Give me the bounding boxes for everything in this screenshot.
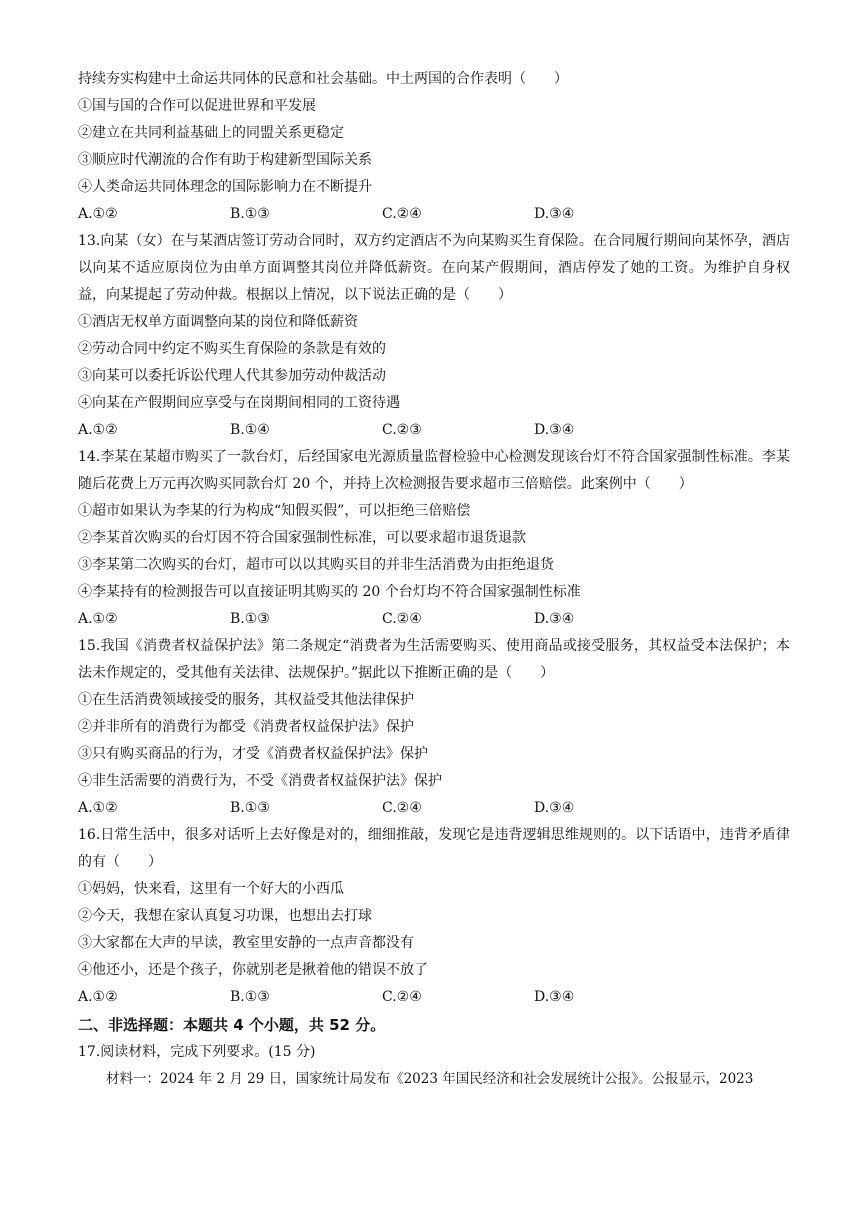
question-16-option-3: ③大家都在大声的早读，教室里安静的一点声音都没有 — [78, 935, 414, 951]
answer-c: C.②④ — [382, 611, 422, 627]
question-13-option-2: ②劳动合同中约定不购买生育保险的条款是有效的 — [78, 341, 386, 357]
answer-d: D.③④ — [534, 989, 575, 1005]
answer-b: B.①③ — [230, 800, 270, 816]
answer-d: D.③④ — [534, 800, 575, 816]
answer-a: A.①② — [78, 422, 118, 438]
question-14-option-1: ①超市如果认为李某的行为构成“知假买假”，可以拒绝三倍赔偿 — [78, 503, 471, 519]
question-15-answers — [78, 795, 790, 822]
question-12-answers — [78, 201, 790, 228]
question-14-answers — [78, 606, 790, 633]
question-12-option-1: ①国与国的合作可以促进世界和平发展 — [78, 98, 316, 114]
section-2 — [78, 1011, 790, 1093]
page-content — [78, 66, 790, 1093]
question-12-option-3: ③顺应时代潮流的合作有助于构建新型国际关系 — [78, 152, 372, 168]
question-13-option-4: ④向某在产假期间应享受与在岗期间相同的工资待遇 — [78, 395, 400, 411]
question-14-option-3: ③李某第二次购买的台灯，超市可以以其购买目的并非生活消费为由拒绝退货 — [78, 557, 554, 573]
answer-b: B.①③ — [230, 989, 270, 1005]
answer-a: A.①② — [78, 206, 118, 222]
answer-d: D.③④ — [534, 611, 575, 627]
answer-a: A.①② — [78, 800, 118, 816]
answer-c: C.②④ — [382, 206, 422, 222]
question-15-option-4: ④非生活需要的消费行为，不受《消费者权益保护法》保护 — [78, 773, 442, 789]
question-15-option-2: ②并非所有的消费行为都受《消费者权益保护法》保护 — [78, 719, 414, 735]
question-15-option-3: ③只有购买商品的行为，才受《消费者权益保护法》保护 — [78, 746, 428, 762]
question-16-option-1: ①妈妈，快来看，这里有一个好大的小西瓜 — [78, 881, 344, 897]
answer-b: B.①③ — [230, 206, 270, 222]
section-2-title: 二、非选择题：本题共 4 个小题，共 52 分。 — [78, 1016, 386, 1034]
question-12-stem: 持续夯实构建中土命运共同体的民意和社会基础。中土两国的合作表明（ ） — [78, 71, 568, 87]
question-14-option-2: ②李某首次购买的台灯因不符合国家强制性标准，可以要求超市退货退款 — [78, 530, 526, 546]
question-16-answers — [78, 984, 790, 1011]
question-16-option-2: ②今天，我想在家认真复习功课，也想出去打球 — [78, 908, 372, 924]
question-13-stem: 13.向某（女）在与某酒店签订劳动合同时，双方约定酒店不为向某购买生育保险。在合同履行期间向某怀孕，酒店以向某不适应原岗位为由单方面调整其岗位并降低薪资。在向某产假期间，酒店停发了她的工资。为维护自身权益，向某提起了劳动仲裁。根据以上情况，以下说法正确的是（ ） — [78, 233, 790, 303]
answer-d: D.③④ — [534, 422, 575, 438]
question-13-option-3: ③向某可以委托诉讼代理人代其参加劳动仲裁活动 — [78, 368, 386, 384]
question-16 — [78, 822, 790, 1011]
question-16-stem: 16.日常生活中，很多对话听上去好像是对的，细细推敲，发现它是违背逻辑思维规则的。以下话语中，违背矛盾律的有（ ） — [78, 827, 790, 870]
question-15-stem: 15.我国《消费者权益保护法》第二条规定“消费者为生活需要购买、使用商品或接受服务，其权益受本法保护；本法未作规定的，受其他有关法律、法规保护。”据此以下推断正确的是（ ） — [78, 638, 790, 681]
question-12-option-4: ④人类命运共同体理念的国际影响力在不断提升 — [78, 179, 372, 195]
question-14-option-4: ④李某持有的检测报告可以直接证明其购买的 20 个台灯均不符合国家强制性标准 — [78, 584, 581, 600]
question-15 — [78, 633, 790, 822]
question-13-option-1: ①酒店无权单方面调整向某的岗位和降低薪资 — [78, 314, 358, 330]
question-13-answers — [78, 417, 790, 444]
question-16-option-4: ④他还小，还是个孩子，你就别老是揪着他的错误不放了 — [78, 962, 428, 978]
question-14 — [78, 444, 790, 633]
answer-c: C.②④ — [382, 989, 422, 1005]
question-12-option-2: ②建立在共同利益基础上的同盟关系更稳定 — [78, 125, 344, 141]
answer-b: B.①③ — [230, 611, 270, 627]
material-1: 材料一：2024 年 2 月 29 日，国家统计局发布《2023 年国民经济和社会发展统计公报》。公报显示，2023 — [106, 1071, 754, 1087]
question-12 — [78, 66, 790, 228]
answer-a: A.①② — [78, 989, 118, 1005]
question-17-stem: 17.阅读材料，完成下列要求。(15 分) — [78, 1044, 316, 1060]
question-13 — [78, 228, 790, 444]
question-14-stem: 14.李某在某超市购买了一款台灯，后经国家电光源质量监督检验中心检测发现该台灯不符合国家强制性标准。李某随后花费上万元再次购买同款台灯 20 个，并持上次检测报告要求超市三倍赔偿。此案例中（ ） — [78, 449, 790, 492]
answer-c: C.②③ — [382, 422, 422, 438]
answer-b: B.①④ — [230, 422, 270, 438]
answer-a: A.①② — [78, 611, 118, 627]
answer-c: C.②④ — [382, 800, 422, 816]
question-15-option-1: ①在生活消费领域接受的服务，其权益受其他法律保护 — [78, 692, 414, 708]
answer-d: D.③④ — [534, 206, 575, 222]
